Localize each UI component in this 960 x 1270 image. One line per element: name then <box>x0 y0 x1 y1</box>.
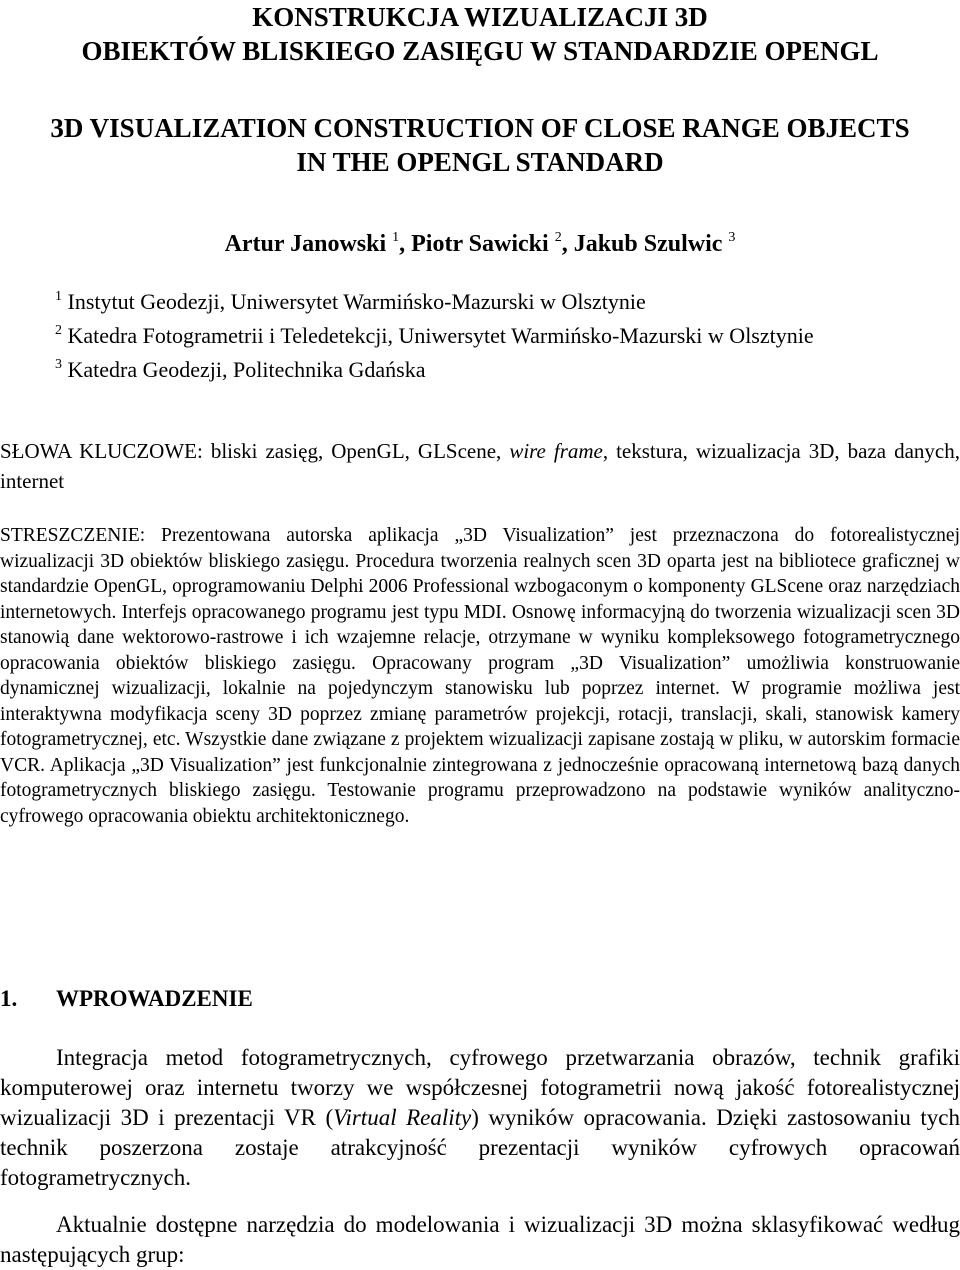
affiliation-text: Instytut Geodezji, Uniwersytet Warmińsko-Mazurski w Olsztynie <box>67 289 646 314</box>
abstract-text: Prezentowana autorska aplikacja „3D Visualization” jest przeznaczona do fotorealistycznej wizualizacji 3D obiektów bliskiego zasięgu. Procedura tworzenia realnych scen 3D oparta jest na bibliotece graficznej w standardzie OpenGL, oprogramowaniu Delphi 2006 Professional wzbogaconym o komponenty GLScene oraz narzędziach internetowych. Interfejs opracowanego programu jest typu MDI. Osnowę informacyjną do tworzenia wizualizacji scen 3D stanowią dane wektorowo-rastrowe i ich wzajemne relacje, otrzymane w wyniku kompleksowego fotogrametrycznego opracowania obiektów bliskiego zasięgu. Opracowany program „3D Visualization” umożliwia konstruowanie dynamicznej wizualizacji, lokalnie na pojedynczym stanowisku lub poprzez internet. W programie możliwa jest interaktywna modyfikacja sceny 3D poprzez zmianę parametrów projekcji, rotacji, translacji, skali, stanowisk kamery fotogrametrycznej, etc. Wszystkie dane związane z projektem wizualizacji zapisane zostają w pliku, w autorskim formacie VCR. Aplikacja „3D Visualization” jest funkcjonalnie zintegrowana z jednocześnie opracowaną internetową bazą danych fotogrametrycznych bliskiego zasięgu. Testowanie programu przeprowadzono na podstawie wyników analityczno-cyfrowego opracowania obiektu architektonicznego. <box>0 525 960 827</box>
affiliation-item <box>55 316 955 350</box>
title-english-line-1: 3D VISUALIZATION CONSTRUCTION OF CLOSE RANGE OBJECTS <box>50 113 910 143</box>
intro-text-2: Aktualnie dostępne narzędzia do modelowania i wizualizacji 3D można sklasyfikować według następujących grup: <box>0 1212 960 1267</box>
keywords-italic-term: wire frame <box>509 439 603 463</box>
affiliation-text: Katedra Fotogrametrii i Teledetekcji, Uniwersytet Warmińsko-Mazurski w Olsztynie <box>67 323 814 348</box>
intro-paragraph-1 <box>0 1043 960 1193</box>
intro-paragraph-2 <box>0 1210 960 1270</box>
title-polish <box>0 0 960 68</box>
author-name: Jakub Szulwic <box>573 231 723 257</box>
abstract-label: STRESZCZENIE: <box>0 525 146 546</box>
affiliation-text: Katedra Geodezji, Politechnika Gdańska <box>67 357 426 382</box>
section-number: 1. <box>0 986 18 1011</box>
keywords-label: SŁOWA KLUCZOWE: <box>0 439 203 463</box>
affiliation-item <box>55 350 955 384</box>
keywords-text: bliski zasięg, OpenGL, GLScene, <box>210 439 502 463</box>
title-english-line-2: IN THE OPENGL STANDARD <box>296 147 664 177</box>
author-separator: , <box>399 231 412 257</box>
title-polish-line-2: OBIEKTÓW BLISKIEGO ZASIĘGU W STANDARDZIE OPENGL <box>81 36 879 66</box>
intro-text-1b: ) wyników opracowania. Dzięki zastosowaniu tych technik poszerzona zostaje atrakcyjność prezentacji wyników cyfrowych opracowań fotogrametrycznych. <box>0 1105 960 1190</box>
section-heading <box>0 986 253 1012</box>
title-polish-line-1: KONSTRUKCJA WIZUALIZACJI 3D <box>252 2 708 32</box>
author-affiliation-mark: 2 <box>554 230 562 245</box>
keywords-paragraph <box>0 436 960 496</box>
author-affiliation-mark: 3 <box>728 230 736 245</box>
author-list <box>0 222 960 260</box>
author-name: Artur Janowski <box>224 231 387 257</box>
section-title: WPROWADZENIE <box>56 986 253 1011</box>
abstract-paragraph <box>0 523 960 829</box>
affiliation-number: 3 <box>55 357 62 372</box>
affiliation-number: 2 <box>55 323 62 338</box>
author-affiliation-mark: 1 <box>392 230 400 245</box>
author-separator: , <box>561 231 574 257</box>
title-english <box>0 111 960 179</box>
affiliation-number: 1 <box>55 289 62 304</box>
affiliation-list <box>55 282 955 384</box>
intro-text-1a: Integracja metod fotogrametrycznych, cyfrowego przetwarzania obrazów, technik grafiki komputerowej oraz internetu tworzy we współczesnej fotogrametrii nową jakość fotorealistycznej wizualizacji 3D i prezentacji VR ( <box>0 1045 960 1130</box>
affiliation-item <box>55 282 955 316</box>
keywords-text-rest: , tekstura, wizualizacja 3D, baza danych, internet <box>0 439 960 493</box>
intro-italic-term: Virtual Reality <box>333 1105 472 1130</box>
author-name: Piotr Sawicki <box>411 231 549 257</box>
